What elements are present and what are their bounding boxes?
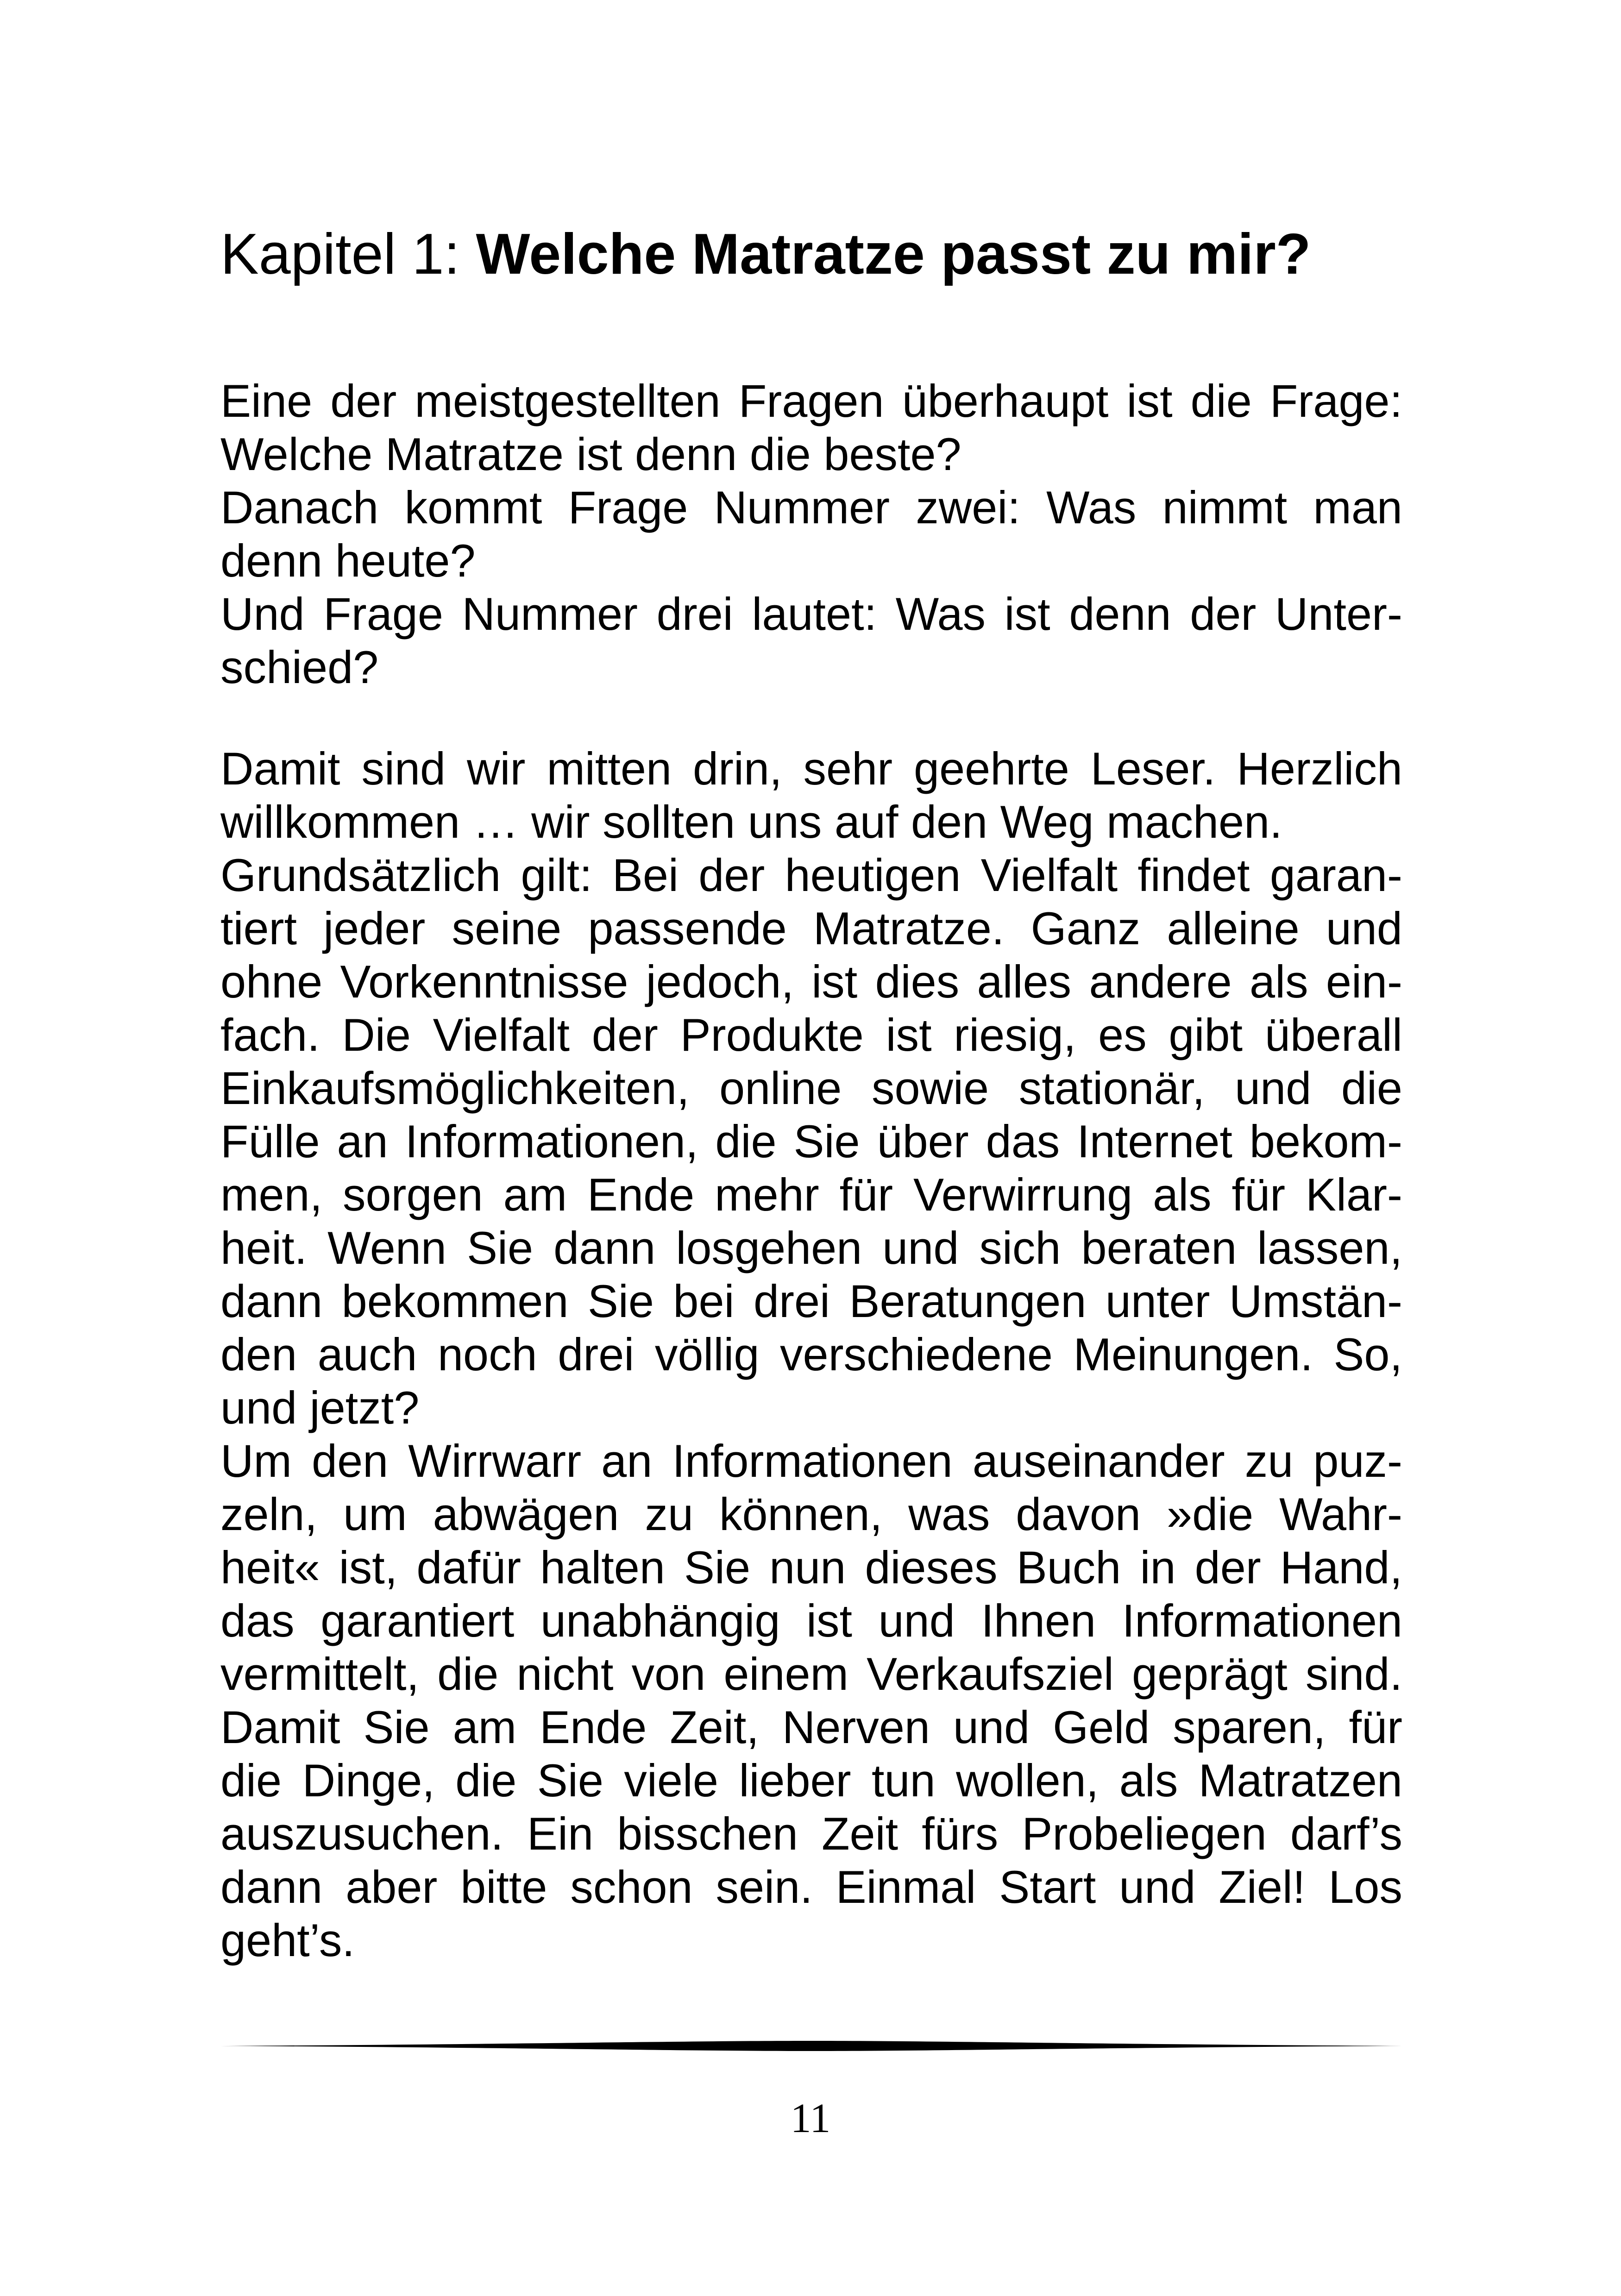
text-line: die Dinge, die Sie viele lieber tun wollen, als Matratzen (220, 1755, 1402, 1806)
text-line: heit. Wenn Sie dann losgehen und sich beraten lassen, (220, 1222, 1402, 1273)
text-line: Grundsätzlich gilt: Bei der heutigen Vielfalt findet garan- (220, 849, 1402, 901)
chapter-title: Welche Matratze passt zu mir? (476, 222, 1311, 286)
text-line: fach. Die Vielfalt der Produkte ist riesig, es gibt überall (220, 1009, 1402, 1060)
text-line: dann aber bitte schon sein. Einmal Start und Ziel! Los (220, 1861, 1402, 1913)
intro-paragraph (220, 374, 1402, 694)
text-line: Fülle an Informationen, die Sie über das Internet bekom- (220, 1116, 1402, 1167)
footer-rule (220, 2040, 1402, 2052)
text-line: schied? (220, 641, 379, 693)
text-line: den auch noch drei völlig verschiedene Meinungen. So, (220, 1329, 1402, 1380)
chapter-heading (220, 220, 1311, 289)
text-line: tiert jeder seine passende Matratze. Ganz alleine und (220, 903, 1402, 954)
text-line: Danach kommt Frage Nummer zwei: Was nimmt man (220, 482, 1402, 533)
text-line: Einkaufsmöglichkeiten, online sowie stationär, und die (220, 1062, 1402, 1114)
body-paragraph (220, 742, 1402, 1967)
text-line: vermittelt, die nicht von einem Verkaufsziel geprägt sind. (220, 1648, 1402, 1700)
chapter-prefix: Kapitel 1: (220, 222, 476, 286)
text-line: und jetzt? (220, 1382, 420, 1433)
text-line: Und Frage Nummer drei lautet: Was ist denn der Unter- (220, 588, 1402, 640)
text-line: willkommen … wir sollten uns auf den Weg machen. (220, 796, 1282, 847)
text-line: Welche Matratze ist denn die beste? (220, 428, 961, 480)
text-line: Damit sind wir mitten drin, sehr geehrte Leser. Herzlich (220, 743, 1402, 794)
text-line: das garantiert unabhängig ist und Ihnen Informationen (220, 1595, 1402, 1646)
text-line: denn heute? (220, 535, 476, 586)
text-line: Damit Sie am Ende Zeit, Nerven und Geld sparen, für (220, 1701, 1402, 1753)
text-line: Um den Wirrwarr an Informationen auseinander zu puz- (220, 1435, 1402, 1487)
text-line: geht’s. (220, 1914, 355, 1966)
text-line: heit« ist, dafür halten Sie nun dieses Buch in der Hand, (220, 1542, 1402, 1593)
text-line: men, sorgen am Ende mehr für Verwirrung als für Klar- (220, 1169, 1402, 1220)
text-line: dann bekommen Sie bei drei Beratungen unter Umstän- (220, 1275, 1402, 1327)
text-line: ohne Vorkenntnisse jedoch, ist dies alles andere als ein- (220, 956, 1402, 1007)
page-number: 11 (790, 2095, 831, 2141)
text-line: auszusuchen. Ein bisschen Zeit fürs Probeliegen darf’s (220, 1808, 1402, 1859)
text-line: zeln, um abwägen zu können, was davon »die Wahr- (220, 1488, 1402, 1540)
text-line: Eine der meistgestellten Fragen überhaupt ist die Frage: (220, 375, 1402, 427)
